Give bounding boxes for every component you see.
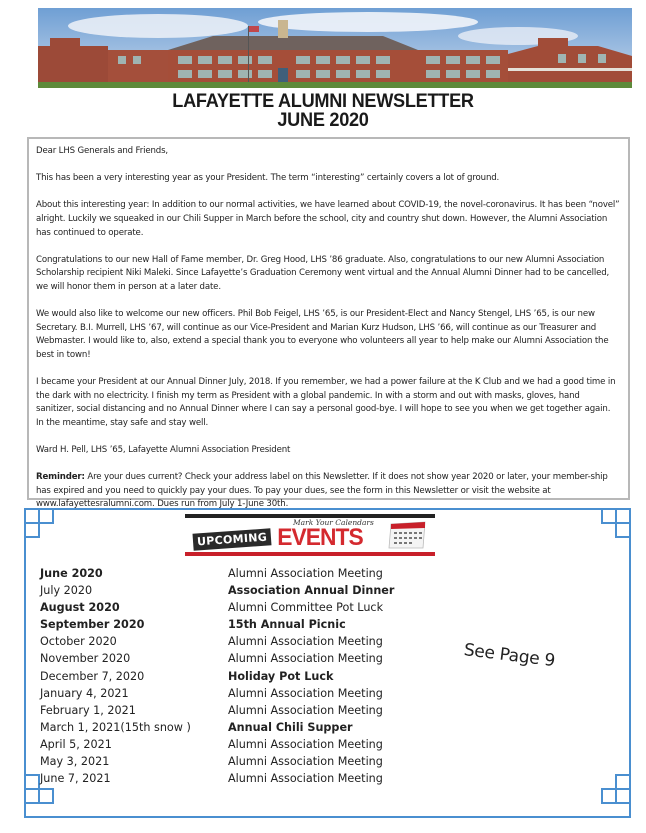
event-date: June 7, 2021 [40,772,111,786]
letter-paragraph: We would also like to welcome our new officers. Phil Bob Feigel, LHS ’65, is our President-Elect and Nancy Stengel, LHS ’65, is our new Secretary. B.I. Murrell, LHS ’67, will continue as our Vice-President and Marian Kurz Hudson, LHS ’66, will continue as our Treasurer and Webmaster. I would like to, also, extend a special thank you to everyone who volunteers all year to help make our Alumni Association the best in town! [36,309,609,360]
letter-paragraph: About this interesting year: In addition to our normal activities, we have learned about COVID-19, the novel-coronavirus. It has been “novel” alright. Luckily we squeaked in our Chili Supper in March before the school, city and country shut down. However, the Alumni Association has continued to operate. [36,200,620,238]
event-name: Association Annual Dinner [228,584,395,598]
corner-square-icon [615,522,631,538]
reminder-text: Are your dues current? Check your address label on this Newsletter. If it does not show year 2020 or later, your member-ship has expired and you need to quickly pay your dues. To pay your dues, see the form in this Newsletter or visit the website at www.lafayettesralumni.com. Dues run from July 1-June 30th. [36,472,608,510]
letter-paragraph: Congratulations to our new Hall of Fame member, Dr. Greg Hood, LHS ’86 graduate. Also, congratulations to our new Alumni Association Scholarship recipient Niki Maleki. Since Lafayette’s Graduation Ceremony went virtual and the Annual Alumni Dinner had to be cancelled, we will honor them in person at a later date. [36,254,610,292]
dues-reminder [36,471,620,512]
event-name: Alumni Association Meeting [228,635,383,649]
event-name: 15th Annual Picnic [228,618,346,632]
corner-square-icon [601,788,617,804]
upcoming-events-banner [185,514,435,558]
calendar-icon [387,520,427,550]
building-image-icon [38,8,632,88]
letter-greeting: Dear LHS Generals and Friends, [36,146,168,156]
banner-tagline: Mark Your Calendars [293,518,374,527]
banner-bottom-bar [185,552,435,556]
school-building-photo [38,8,632,88]
event-date: September 2020 [40,618,145,632]
event-name: Alumni Committee Pot Luck [228,601,384,615]
title-line-2: JUNE 2020 [277,109,369,131]
event-name: Alumni Association Meeting [228,652,383,666]
event-name: Annual Chili Supper [228,720,353,734]
event-name: Alumni Association Meeting [228,703,383,717]
event-date: November 2020 [40,652,131,666]
event-date: January 4, 2021 [40,686,129,700]
banner-word-upcoming: UPCOMING [193,528,272,550]
president-letter [27,137,630,510]
banner-word-events: EVENTS [277,524,363,551]
event-name: Alumni Association Meeting [228,772,383,786]
corner-square-icon [24,522,40,538]
newsletter-title [23,92,624,130]
event-date: December 7, 2020 [40,669,145,683]
event-name: Alumni Association Meeting [228,567,383,580]
letter-signature: Ward H. Pell, LHS ’65, Lafayette Alumni Association President [36,445,291,456]
event-date: August 2020 [40,601,120,615]
event-date: July 2020 [40,584,93,598]
see-page-note: See Page 9 [462,640,557,672]
event-date: October 2020 [40,635,117,649]
event-name: Holiday Pot Luck [228,669,334,683]
corner-square-icon [615,788,631,804]
event-name: Alumni Association Meeting [228,755,383,769]
letter-paragraph: This has been a very interesting year as your President. The term “interesting” certainly covers a lot of ground. [36,173,500,184]
event-date: April 5, 2021 [40,737,112,751]
corner-square-icon [38,788,54,804]
event-date: March 1, 2021(15th snow ) [40,720,191,734]
event-date: June 2020 [40,567,103,580]
reminder-label: Reminder: [36,472,85,483]
event-name: Alumni Association Meeting [228,686,383,700]
letter-paragraph: I became your President at our Annual Dinner July, 2018. If you remember, we had a power failure at the K Club and we had a good time in the dark with no electricity. I finish my term as President with a global pandemic. In with a storm and out with masks, gloves, hand sanitizer, social distancing and no Annual Dinner where I can say a personal good-bye. I will hope to see you when we get together again. In the meantime, stay safe and stay well. [36,377,616,428]
corner-square-icon [38,508,54,524]
event-date: May 3, 2021 [40,755,110,769]
event-date: February 1, 2021 [40,703,136,717]
title-line-1: LAFAYETTE ALUMNI NEWSLETTER [172,90,474,112]
event-name: Alumni Association Meeting [228,737,383,751]
